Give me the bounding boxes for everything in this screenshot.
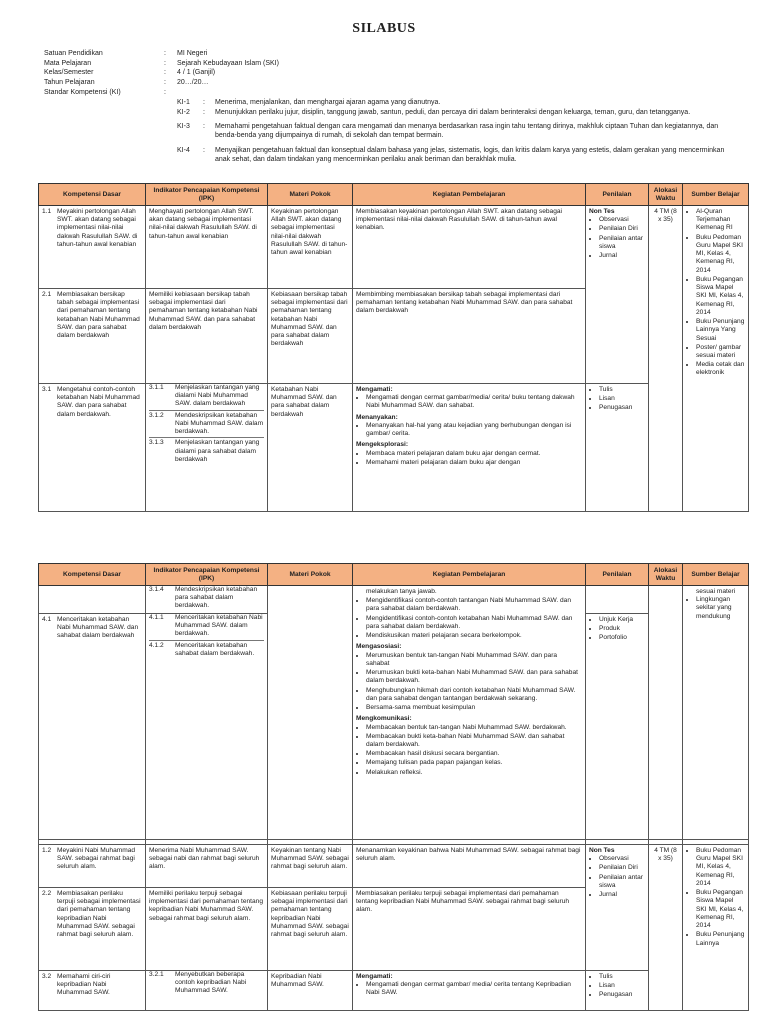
kegiatan-cell: Menanamkan keyakinan bahwa Nabi Muhammad SAW. sebagai rahmat bagi seluruh alam. — [353, 845, 586, 888]
header-penilaian: Penilaian — [586, 564, 649, 586]
kd-cell — [39, 888, 146, 971]
ki-row — [177, 99, 737, 109]
meta-row — [44, 69, 744, 79]
ipk-item — [149, 971, 264, 997]
alokasi-cell: 4 TM (8 x 35) — [649, 845, 683, 1011]
meta-label: Standar Kompetensi (KI) — [44, 88, 121, 96]
meta-colon: : — [164, 50, 166, 57]
list-item: • Memajang tulisan pada papan pajangan kelas. — [366, 759, 582, 767]
kegiatan-cell — [353, 586, 586, 840]
ipk-cell — [146, 971, 268, 1011]
penilaian-heading: Non Tes — [589, 208, 615, 215]
ipk-number: 3.1.2 — [149, 411, 164, 419]
header-kd: Kompetensi Dasar — [39, 564, 146, 586]
table-row — [39, 384, 749, 512]
kd-text: Membiasakan bersikap tabah sebagai implementasi dari pemahaman tentang ketabahan Nabi Muhammad SAW. dan para sahabat dalam berdakwah — [57, 291, 140, 340]
ki-colon: : — [203, 123, 205, 130]
penilaian-cell — [586, 845, 649, 971]
meta-row — [44, 60, 744, 70]
list-item: • Penugasan — [599, 404, 645, 412]
ki-code: KI-4 — [177, 147, 190, 154]
kd-text: Meyakini pertolongan Allah SWT. akan datang sebagai implementasi nilai-nilai dakwah Rasulullah SAW. di tahun-tahun awal kenabian — [57, 208, 138, 248]
ki-colon: : — [203, 109, 205, 116]
header-kd: Kompetensi Dasar — [39, 184, 146, 206]
step-heading: Mengasosiasi: — [356, 643, 402, 651]
materi-cell: Ketabahan Nabi Muhammad SAW. dan para sahabat dalam berdakwah — [268, 384, 353, 512]
sumber-cell — [683, 206, 749, 512]
list-item: • Produk — [599, 625, 645, 633]
ki-text: Memahami pengetahuan faktual dengan cara mengamati dan menanya berdasarkan rasa ingin tahu tentang dirinya, makhluk ciptaan Tuhan dan kegiatannya, dan benda-benda yang dijumpainya di rumah, di sekolah dan tempat bermain. — [215, 123, 719, 139]
table-row — [39, 845, 749, 888]
kegiatan-cell: Membiasakan perilaku terpuji sebagai implementasi dari pemahaman tentang kepribadian Nabi Muhammad SAW. sebagai rahmat bagi seluruh alam. — [353, 888, 586, 971]
list-item: • Merumuskan bentuk tan-tangan Nabi Muhammad SAW. dan para sahabat — [366, 652, 582, 668]
ipk-cell — [146, 614, 268, 840]
list-item: • Penilaian antar siswa — [599, 874, 645, 890]
kd-text: Meyakini Nabi Muhammad SAW. sebagai rahmat bagi seluruh alam. — [57, 847, 136, 871]
ipk-number: 3.2.1 — [149, 971, 164, 978]
list-item: • Buku Pegangan Siswa Mapel SKI MI, Kelas 4, Kemenag RI, 2014 — [696, 889, 745, 930]
kd-cell — [39, 586, 146, 614]
kd-number: 1.1 — [42, 208, 52, 215]
meta-colon: : — [164, 79, 166, 87]
list-item: • Membacakan hasil diskusi secara bergantian. — [366, 750, 582, 758]
sumber-continued: sesuai materi — [696, 588, 736, 595]
list-item: • Membaca materi pelajaran dalam buku ajar dengan cermat. — [366, 450, 582, 458]
ki-code: KI-3 — [177, 123, 190, 130]
list-item: • Mengamati dengan cermat gambar/ media/ cerita tentang Kepribadian Nabi SAW. — [366, 981, 582, 997]
header-alokasi: Alokasi Waktu — [649, 184, 683, 206]
kd-number: 3.1 — [42, 386, 52, 393]
header-ipk: Indikator Pencapaian Kompetensi (IPK) — [146, 564, 268, 586]
meta-value: Sejarah Kebudayaan Islam (SKI) — [177, 59, 279, 67]
list-item: • Tulis — [599, 973, 645, 981]
ipk-number: 4.1.1 — [149, 614, 164, 621]
kd-number: 3.2 — [42, 973, 52, 980]
ipk-number: 3.1.4 — [149, 586, 164, 593]
ki-row — [177, 109, 737, 123]
list-item: • Observasi — [599, 855, 645, 863]
header-alokasi: Alokasi Waktu — [649, 564, 683, 586]
list-item: • Lingkungan sekitar yang mendukung — [696, 596, 745, 621]
penilaian-cell — [586, 586, 649, 614]
penilaian-cell — [586, 614, 649, 840]
ki-list — [177, 99, 737, 165]
list-item: • Mengidentifikasi contoh-contoh tantangan Nabi Muhammad SAW. dan para sahabat dalam berdakwah. — [366, 597, 582, 613]
list-item: • Buku Penunjang Lainnya — [696, 931, 745, 947]
kd-cell — [39, 614, 146, 840]
kd-number: 4.1 — [42, 616, 52, 623]
ipk-cell: Memiliki perilaku terpuji sebagai implementasi dari pemahaman tentang kepribadian Nabi Muhammad SAW. sebagai rahmat bagi seluruh alam. — [146, 888, 268, 971]
ipk-number: 4.1.2 — [149, 641, 164, 649]
ipk-text: Menceritakan ketabahan Nabi Muhammad SAW. dalam berdakwah. — [175, 614, 263, 638]
ki-text: Menerima, menjalankan, dan menghargai ajaran agama yang dianutnya. — [215, 99, 441, 106]
ipk-cell: Memiliki kebiasaan bersikap tabah sebagai implementasi dari pemahaman tentang ketabahan Nabi Muhammad SAW. dan para sahabat dalam berdakwah — [146, 289, 268, 384]
ipk-text: Menyebutkan beberapa contoh kepribadian Nabi Muhammad SAW. — [175, 971, 247, 995]
list-item: • Membacakan bentuk tan-tangan Nabi Muhammad SAW. berdakwah. — [366, 724, 582, 732]
list-item: • Poster/ gambar sesuai materi — [696, 344, 745, 360]
list-item: • Mengidentifikasi contoh-contoh ketabahan Nabi Muhammad SAW. dan para sahabat dalam berdakwah. — [366, 615, 582, 631]
ipk-item — [149, 586, 264, 612]
kd-text: Memahami ciri-ciri kepribadian Nabi Muhammad SAW. — [57, 973, 111, 997]
meta-label: Tahun Pelajaran — [44, 79, 95, 87]
list-item: • Menghubungkan hikmah dari contoh ketabahan Nabi Muhammad SAW. dan para sahabat dengan tantangan berdakwah sekarang. — [366, 687, 582, 703]
penilaian-cell — [586, 384, 649, 512]
ipk-cell — [146, 586, 268, 614]
materi-cell: Keyakinan pertolongan Allah SWT. akan datang sebagai implementasi nilai-nilai dakwah Rasulullah SAW. di tahun-tahun awal kenabian — [268, 206, 353, 289]
kd-text: Menceritakan ketabahan Nabi Muhammad SAW. dan sahabat dalam berdakwah — [57, 616, 139, 640]
ipk-item — [149, 384, 264, 411]
ipk-text: Mendeskripsikan ketabahan para sahabat dalam berdakwah. — [175, 586, 258, 610]
alokasi-cell: 4 TM (8 x 35) — [649, 206, 683, 512]
step-heading: Mengkomunikasi: — [356, 715, 412, 723]
step-heading: Mengeksplorasi: — [356, 441, 409, 449]
header-kegiatan: Kegiatan Pembelajaran — [353, 564, 586, 586]
meta-value: 4 / 1 (Ganjil) — [177, 69, 216, 77]
penilaian-cell — [586, 971, 649, 1011]
list-item: • Melakukan refleksi. — [366, 769, 582, 777]
meta-value: MI Negeri — [177, 50, 208, 57]
materi-cell: Kebiasaan perilaku terpuji sebagai implementasi dari pemahaman tentang kepribadian Nabi Muhammad SAW. sebagai rahmat bagi seluruh alam. — [268, 888, 353, 971]
alokasi-cell — [649, 586, 683, 840]
syllabus-table-1 — [38, 183, 749, 512]
kegiatan-cell — [353, 384, 586, 512]
document-metadata — [44, 50, 744, 98]
ipk-number: 3.1.1 — [149, 384, 164, 391]
meta-row — [44, 89, 744, 99]
table-row — [39, 206, 749, 289]
ki-code: KI-1 — [177, 99, 190, 106]
list-item: • Membacakan bukti keta-bahan Nabi Muhammad SAW. dan sahabat dalam berdakwah. — [366, 733, 582, 749]
header-ipk: Indikator Pencapaian Kompetensi (IPK) — [146, 184, 268, 206]
meta-label: Satuan Pendidikan — [44, 50, 103, 57]
kegiatan-cell — [353, 971, 586, 1011]
list-item: • Media cetak dan elektronik — [696, 361, 745, 377]
list-item: • Jurnal — [599, 891, 645, 899]
ki-colon: : — [203, 99, 205, 106]
step-heading: Mengamati: — [356, 973, 393, 980]
list-item: • Lisan — [599, 982, 645, 990]
kd-text: Membiasakan perilaku terpuji sebagai implementasi dari pemahaman tentang kepribadian Nabi Muhammad SAW. sebagai rahmat bagi seluruh alam. — [57, 890, 141, 939]
list-item: • Observasi — [599, 216, 645, 224]
list-item: • Portofolio — [599, 634, 645, 642]
header-kegiatan: Kegiatan Pembelajaran — [353, 184, 586, 206]
header-materi: Materi Pokok — [268, 184, 353, 206]
ipk-text: Menjelaskan tantangan yang dialami Nabi Muhammad SAW. dalam berdakwah — [175, 384, 260, 408]
list-item: • Penilaian antar siswa — [599, 235, 645, 251]
list-item: • Bersama-sama membuat kesimpulan — [366, 704, 582, 712]
ipk-item — [149, 614, 264, 641]
list-item: • Tulis — [599, 386, 645, 394]
kegiatan-cell: Membimbing membiasakan bersikap tabah sebagai implementasi dari pemahaman tentang ketabahan Nabi Muhammad SAW. dan para sahabat dalam berdakwah — [353, 289, 586, 384]
ipk-number: 3.1.3 — [149, 439, 164, 447]
page-title: SILABUS — [352, 21, 416, 36]
ki-text: Menunjukkan perilaku jujur, disiplin, tanggung jawab, santun, peduli, dan percaya diri dalam berinteraksi dengan keluarga, teman, guru, dan tetangganya. — [215, 109, 691, 116]
meta-label: Kelas/Semester — [44, 69, 94, 77]
ki-row — [177, 123, 737, 147]
kd-number: 1.2 — [42, 847, 52, 854]
list-item: • Penilaian Diri — [599, 864, 645, 872]
list-item: melakukan tanya jawab. — [366, 588, 437, 595]
header-sumber: Sumber Belajar — [683, 184, 749, 206]
meta-colon: : — [164, 59, 166, 67]
materi-cell — [268, 586, 353, 840]
list-item: • Buku Pedoman Guru Mapel SKI MI, Kelas 4, Kemenag RI, 2014 — [696, 847, 745, 888]
list-item: • Mendiskusikan materi pelajaran secara berkelompok. — [366, 632, 582, 640]
penilaian-cell — [586, 206, 649, 384]
step-heading: Mengamati: — [356, 386, 393, 393]
ipk-item — [149, 439, 264, 465]
list-item: • Unjuk Kerja — [599, 616, 645, 624]
ki-text: Menyajikan pengetahuan faktual dan konseptual dalam bahasa yang jelas, sistematis, logis, dan kritis dalam karya yang estetis, dalam gerakan yang mencerminkan anak sehat, dan dalam tindakan yang mencerminkan perilaku anak beriman dan berakhlak mulia. — [215, 147, 725, 163]
header-penilaian: Penilaian — [586, 184, 649, 206]
kd-text: Mengetahui contoh-contoh ketabahan Nabi Muhammad SAW. dan para sahabat dalam berdakwah. — [57, 386, 140, 418]
syllabus-table-2 — [38, 563, 749, 1011]
ipk-item — [149, 642, 264, 659]
kd-cell — [39, 384, 146, 512]
materi-cell: Kebiasaan bersikap tabah sebagai implementasi dari pemahaman tentang ketabahan Nabi Muhammad SAW. dan para sahabat dalam berdakwah — [268, 289, 353, 384]
kegiatan-cell: Membiasakan keyakinan pertolongan Allah SWT. akan datang sebagai implementasi nilai-nilai dakwah Rasulullah SAW. di tahun-tahun awal kenabian. — [353, 206, 586, 289]
list-item: • Jurnal — [599, 252, 645, 260]
ipk-text: Menceritakan ketabahan sahabat dalam berdakwah. — [175, 641, 255, 657]
ki-row — [177, 147, 737, 165]
list-item: • Lisan — [599, 395, 645, 403]
ipk-cell: Menghayati pertolongan Allah SWT. akan datang sebagai implementasi nilai-nilai dakwah Rasulullah SAW. di tahun-tahun awal kenabian — [146, 206, 268, 289]
kd-cell — [39, 206, 146, 289]
meta-label: Mata Pelajaran — [44, 59, 92, 67]
kd-number: 2.2 — [42, 890, 52, 897]
ki-code: KI-2 — [177, 109, 190, 116]
list-item: • Buku Pedoman Guru Mapel SKI MI, Kelas 4, Kemenag RI, 2014 — [696, 234, 745, 275]
list-item: • Buku Penunjang Lainnya Yang Sesuai — [696, 318, 745, 343]
kd-cell — [39, 289, 146, 384]
ipk-cell — [146, 384, 268, 512]
header-sumber: Sumber Belajar — [683, 564, 749, 586]
ipk-cell: Menerima Nabi Muhammad SAW. sebagai nabi dan rahmat bagi seluruh alam. — [146, 845, 268, 888]
penilaian-heading: Non Tes — [589, 847, 615, 854]
list-item: • Penugasan — [599, 991, 645, 999]
list-item: • Merumuskan bukti keta-bahan Nabi Muhammad SAW. dan para sahabat dalam berdakwah. — [366, 669, 582, 685]
list-item: • Mengamati dengan cermat gambar/media/ cerita/ buku tentang dakwah Nabi Muhammad SAW. dan sahabat. — [366, 394, 582, 410]
header-materi: Materi Pokok — [268, 564, 353, 586]
materi-cell: Keyakinan tentang Nabi Muhammad SAW. sebagai rahmat bagi seluruh alam. — [268, 845, 353, 888]
meta-row — [44, 50, 744, 60]
kd-number: 2.1 — [42, 291, 52, 298]
kd-cell — [39, 971, 146, 1011]
list-item: • Al-Quran Terjemahan Kemenag RI — [696, 208, 745, 233]
kd-cell — [39, 845, 146, 888]
list-item: • Memahami materi pelajaran dalam buku ajar dengan — [366, 459, 582, 467]
list-item: • Buku Pegangan Siswa Mapel SKI MI, Kelas 4, Kemenag RI, 2014 — [696, 276, 745, 317]
meta-row — [44, 79, 744, 89]
meta-colon: : — [164, 69, 166, 77]
sumber-cell — [683, 586, 749, 840]
table-row — [39, 971, 749, 1011]
sumber-cell — [683, 845, 749, 1011]
step-heading: Menanyakan: — [356, 413, 398, 421]
table-row — [39, 586, 749, 614]
ipk-item — [149, 412, 264, 439]
ipk-text: Mendeskripsikan ketabahan Nabi Muhammad SAW. dalam berdakwah. — [175, 411, 264, 436]
meta-value: 20…/20… — [177, 79, 209, 87]
meta-colon: : — [164, 88, 166, 96]
list-item: • Penilaian Diri — [599, 225, 645, 233]
list-item: • Menanyakan hal-hal yang atau kejadian yang berhubungan dengan isi gambar/ cerita. — [366, 422, 582, 438]
materi-cell: Kepribadian Nabi Muhammad SAW. — [268, 971, 353, 1011]
ki-colon: : — [203, 147, 205, 154]
ipk-text: Menjelaskan tantangan yang dialami para sahabat dalam berdakwah — [175, 439, 260, 463]
